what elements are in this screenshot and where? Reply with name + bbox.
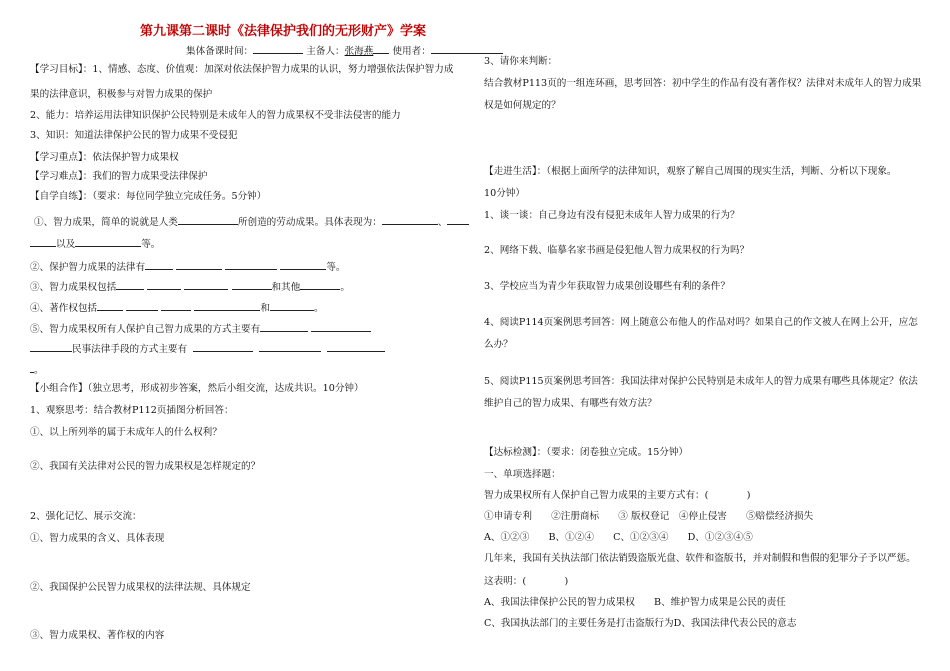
fill-blank[interactable] xyxy=(382,214,438,225)
fill-blank[interactable] xyxy=(193,341,253,352)
question-3: ③、智力成果权包括 和其他 。 xyxy=(30,279,350,294)
question-5: ⑤、智力成果权所有人保护自己智力成果的方式主要有 xyxy=(30,321,371,336)
life-heading-2: 10分钟） xyxy=(484,188,525,199)
memory-q3: ③、智力成果权、著作权的内容 xyxy=(30,630,165,641)
fill-blank[interactable] xyxy=(178,214,238,225)
fill-blank[interactable] xyxy=(184,279,228,290)
choice-q2-line-2: 这表明：( ) xyxy=(484,576,569,587)
fill-blank[interactable] xyxy=(311,321,371,332)
fill-blank[interactable] xyxy=(75,236,141,247)
fill-blank[interactable] xyxy=(447,214,469,225)
goals-line-1: 【学习目标】：1、情感、态度、价值观：加深对依法保护智力成果的认识，努力增强依法保护智力成 xyxy=(30,64,454,75)
test-heading: 【达标检测】：（要求：闭卷独立完成。15分钟） xyxy=(484,447,689,458)
life-q2: 2、网络下载、临摹名家书画是侵犯他人智力成果权的行为吗？ xyxy=(484,245,750,256)
fill-blank[interactable] xyxy=(280,259,326,270)
fill-blank[interactable] xyxy=(126,300,158,311)
judge-line-1: 结合教材P113页的一组连环画，思考回答：初中学生的作品有没有著作权？法律对未成年人的智力成果 xyxy=(484,78,922,89)
difficult-point: 【学习难点】：我们的智力成果受法律保护 xyxy=(30,171,208,182)
choice-q2-line-1: 几年来，我国有关执法部门依法销毁盗版光盘、软件和盗版书，并对制假和售假的犯罪分子予以严惩。 xyxy=(484,553,916,564)
choice-q2-options-cd: C、我国执法部门的主要任务是打击盗版行为D、我国法律代表公民的意志 xyxy=(484,618,797,629)
observe-q1: ①、以上所列举的属于未成年人的什么权利？ xyxy=(30,427,222,438)
fill-blank[interactable] xyxy=(270,300,314,311)
key-point: 【学习重点】：依法保护智力成果权 xyxy=(30,152,179,163)
life-q3: 3、学校应当为青少年获取智力成果创设哪些有利的条件？ xyxy=(484,281,730,292)
choice-q1: 智力成果权所有人保护自己智力成果的主要方式有：( ) xyxy=(484,490,751,501)
single-choice-heading: 一、单项选择题： xyxy=(484,469,561,480)
life-heading-1: 【走进生活】：（根据上面所学的法律知识，观察了解自己周围的现实生活，判断、分析以下现象。 xyxy=(484,166,897,177)
fill-blank[interactable] xyxy=(116,279,144,290)
judge-line-2: 权是如何规定的？ xyxy=(484,100,561,111)
fill-blank[interactable] xyxy=(30,236,56,247)
question-5-end: 。 xyxy=(30,362,44,377)
life-q4-line-2: 么办？ xyxy=(484,339,513,350)
preparer-name: 张海燕 xyxy=(344,46,374,57)
user-label: 使用者： xyxy=(392,46,431,57)
goals-knowledge: 3、知识：知道法律保护公民的智力成果不受侵犯 xyxy=(30,130,238,141)
question-5-cont: 民事法律手段的方式主要有 xyxy=(30,341,385,356)
memory-heading: 2、强化记忆、展示交流： xyxy=(30,511,142,522)
choice-q2-options-ab: A、我国法律保护公民的智力成果权 B、维护智力成果是公民的责任 xyxy=(484,597,786,608)
group-work-heading: 【小组合作】（独立思考，形成初步答案，然后小组交流，达成共识。10分钟） xyxy=(30,383,364,394)
judge-heading: 3、请你来判断： xyxy=(484,56,558,67)
life-q5-line-1: 5、阅读P115页案例思考回答：我国法律对保护公民特别是未成年人的智力成果有哪些具体规定？依法 xyxy=(484,376,918,387)
choice-q1-options: A、①②③ B、①②④ C、①②③④ D、①②③④⑤ xyxy=(484,532,753,543)
fill-blank[interactable] xyxy=(161,300,191,311)
meta-line xyxy=(186,43,503,58)
fill-blank[interactable] xyxy=(97,300,123,311)
life-q1: 1、谈一谈：自己身边有没有侵犯未成年人智力成果的行为？ xyxy=(484,210,740,221)
goals-ability: 2、能力：培养运用法律知识保护公民特别是未成年人的智力成果权不受非法侵害的能力 xyxy=(30,110,401,121)
fill-blank[interactable] xyxy=(259,341,321,352)
user-blank[interactable] xyxy=(431,43,503,54)
fill-blank[interactable] xyxy=(225,259,277,270)
goals-line-2: 果的法律意识，积极参与对智力成果的保护 xyxy=(30,89,213,100)
fill-blank[interactable] xyxy=(300,279,340,290)
observe-heading: 1、观察思考：结合教材P112页插图分析回答： xyxy=(30,405,234,416)
life-q4-line-1: 4、阅读P114页案例思考回答：网上随意公布他人的作品对吗？如果自己的作文被人在网上公开，应怎 xyxy=(484,317,918,328)
question-2: ②、保护智力成果的法律有 等。 xyxy=(30,259,346,274)
fill-blank[interactable] xyxy=(176,259,222,270)
prep-time-label: 集体备课时间： xyxy=(186,46,254,57)
choice-q1-items: ①申请专利 ②注册商标 ③ 版权登记 ④停止侵害 ⑤赔偿经济损失 xyxy=(484,511,814,522)
observe-q2: ②、我国有关法律对公民的智力成果权是怎样规定的？ xyxy=(30,461,261,472)
document-title: 第九课第二课时《法律保护我们的无形财产》学案 xyxy=(140,24,427,39)
fill-blank[interactable] xyxy=(194,300,260,311)
fill-blank[interactable] xyxy=(260,321,308,332)
fill-blank[interactable] xyxy=(145,259,173,270)
memory-q1: ①、智力成果的含义、具体表现 xyxy=(30,533,165,544)
question-1: ①、智力成果，简单的说就是人类 所创造的劳动成果。具体表现为： 、 xyxy=(34,214,469,229)
life-q5-line-2: 维护自己的智力成果、有哪些有效方法？ xyxy=(484,398,657,409)
question-4: ④、著作权包括 和 。 xyxy=(30,300,324,315)
preparer-label: 主备人： xyxy=(306,46,345,57)
memory-q2: ②、我国保护公民智力成果权的法律法规、具体规定 xyxy=(30,582,251,593)
fill-blank[interactable] xyxy=(232,279,272,290)
self-study-heading: 【自学自练】：（要求：每位同学独立完成任务。5分钟） xyxy=(30,191,267,202)
fill-blank[interactable] xyxy=(30,341,72,352)
question-1-cont: 以及 等。 xyxy=(30,236,160,251)
prep-time-blank[interactable] xyxy=(253,43,303,54)
fill-blank[interactable] xyxy=(147,279,181,290)
fill-blank[interactable] xyxy=(327,341,385,352)
